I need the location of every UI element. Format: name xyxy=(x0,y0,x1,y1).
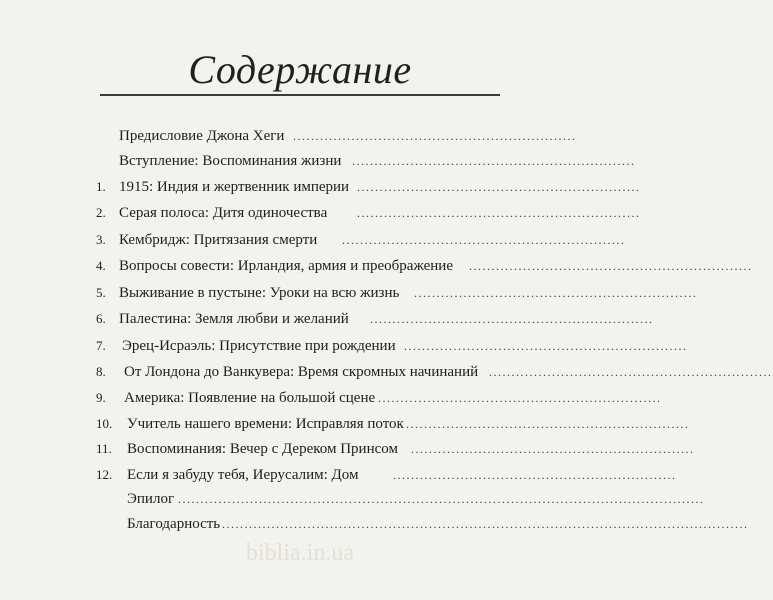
toc-entry-title: Если я забуду тебя, Иерусалим: Дом xyxy=(127,467,359,483)
toc-entry-number: 6. xyxy=(96,311,106,326)
toc-entry-title: Выживание в пустыне: Уроки на всю жизнь xyxy=(119,285,400,301)
toc-entry xyxy=(0,463,677,487)
toc-leader-dots: ............................................................... xyxy=(378,391,662,405)
toc-entry-number: 5. xyxy=(96,285,106,300)
toc-entry xyxy=(0,281,698,305)
toc-leader-dots: ............................................................... xyxy=(393,468,677,482)
toc-entry-number: 12. xyxy=(96,467,113,482)
toc-entry xyxy=(0,124,600,148)
toc-entry-number: 4. xyxy=(96,258,106,273)
toc-leader-dots: ............................................................... xyxy=(469,259,753,273)
toc-leader-dots: ..................................................................................................................... xyxy=(178,492,705,506)
toc-leader-dots: ............................................................... xyxy=(342,233,626,247)
toc-entry xyxy=(0,512,749,536)
toc-entry xyxy=(0,254,753,278)
toc-entry xyxy=(0,487,705,511)
toc-entry xyxy=(0,149,636,173)
toc-entry-title: Вступление: Воспоминания жизни xyxy=(119,153,342,169)
toc-entry xyxy=(0,307,654,331)
toc-leader-dots: ............................................................... xyxy=(357,206,641,220)
toc-entry-title: 1915: Индия и жертвенник империи xyxy=(119,179,350,195)
toc-leader-dots: ..................................................................................................................... xyxy=(222,517,749,531)
toc-entry xyxy=(0,228,626,252)
toc-entry-title: От Лондона до Ванкувера: Время скромных начинаний xyxy=(124,364,479,380)
toc-entry-title: Эрец-Исраэль: Присутствие при рождении xyxy=(122,338,396,354)
toc-entry xyxy=(0,412,690,436)
toc-entry-title: Палестина: Земля любви и желаний xyxy=(119,311,349,327)
toc-leader-dots: ............................................................... xyxy=(489,365,773,379)
page-title: Содержание xyxy=(188,47,412,92)
toc-entry xyxy=(0,360,773,384)
toc-entry-number: 8. xyxy=(96,364,106,379)
toc-entry-number: 10. xyxy=(96,416,113,431)
toc-entry-title: Благодарность xyxy=(127,516,221,532)
toc-entry-title: Эпилог xyxy=(127,491,175,507)
toc-leader-dots: ............................................................... xyxy=(406,417,690,431)
title-divider xyxy=(100,94,500,96)
watermark: biblia.in.ua xyxy=(246,540,354,566)
toc-entry xyxy=(0,386,662,410)
toc-leader-dots: ............................................................... xyxy=(293,129,577,143)
toc-entry-title: Воспоминания: Вечер с Дереком Принсом xyxy=(127,441,398,457)
toc-leader-dots: ............................................................... xyxy=(411,442,695,456)
toc-entry xyxy=(0,334,688,358)
toc-leader-dots: ............................................................... xyxy=(404,339,688,353)
toc-entry xyxy=(0,437,695,461)
toc-entry-number: 2. xyxy=(96,205,106,220)
toc-entry-number: 9. xyxy=(96,390,106,405)
toc-entry-number: 3. xyxy=(96,232,106,247)
toc-entry xyxy=(0,201,641,225)
toc-entry xyxy=(0,175,641,199)
toc-entry-title: Вопросы совести: Ирландия, армия и преображение xyxy=(119,258,453,274)
toc-entry-number: 11. xyxy=(96,441,112,456)
toc-leader-dots: ............................................................... xyxy=(352,154,636,168)
toc-leader-dots: ............................................................... xyxy=(357,180,641,194)
toc-entry-title: Америка: Появление на большой сцене xyxy=(124,390,376,406)
toc-leader-dots: ............................................................... xyxy=(414,286,698,300)
toc-entry-title: Кембридж: Притязания смерти xyxy=(119,232,318,248)
toc-entry-title: Предисловие Джона Хеги xyxy=(119,128,285,144)
toc-entry-number: 7. xyxy=(96,338,106,353)
toc-entry-title: Учитель нашего времени: Исправляя поток xyxy=(127,416,404,432)
toc-leader-dots: ............................................................... xyxy=(370,312,654,326)
toc-entry-number: 1. xyxy=(96,179,106,194)
toc-entry-title: Серая полоса: Дитя одиночества xyxy=(119,205,328,221)
